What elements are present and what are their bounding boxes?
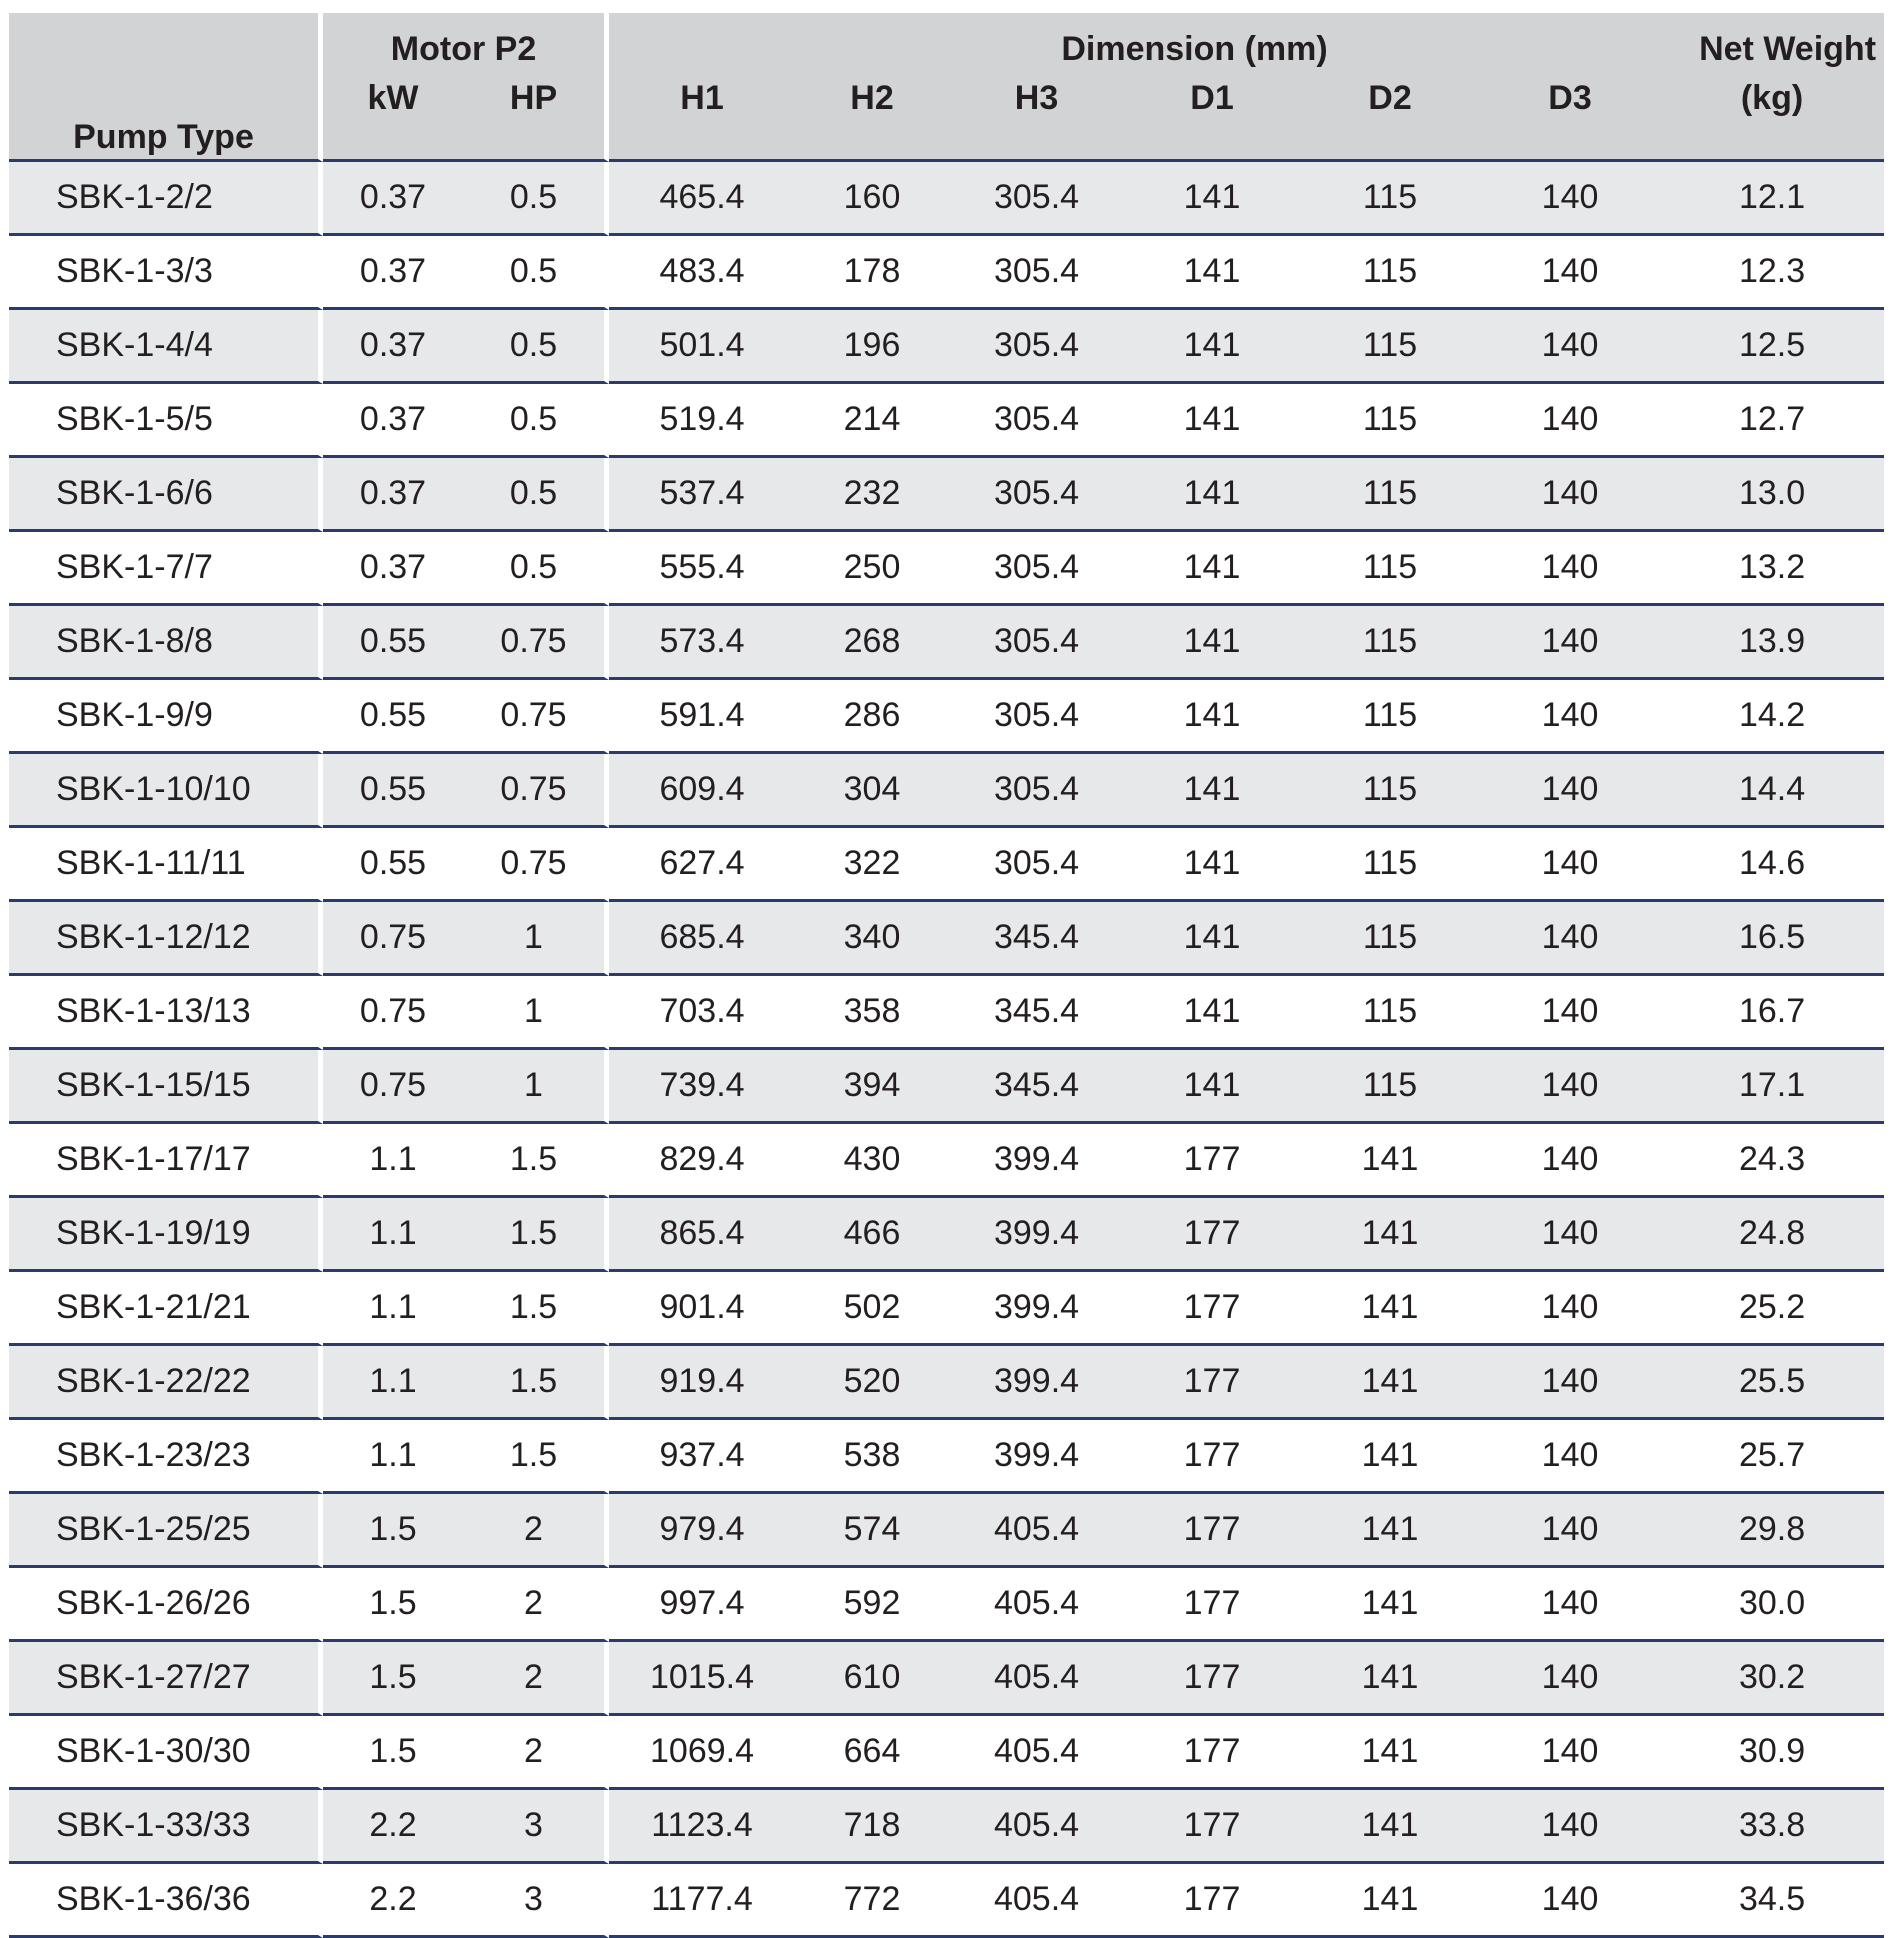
cell-pump-type: SBK-1-36/36 <box>9 1864 323 1938</box>
cell-kw: 2.2 <box>323 1790 463 1864</box>
cell-pump-type: SBK-1-19/19 <box>9 1198 323 1272</box>
cell-d2: 115 <box>1300 680 1480 754</box>
cell-net-weight: 25.7 <box>1660 1420 1884 1494</box>
cell-pump-type: SBK-1-6/6 <box>9 458 323 532</box>
cell-net-weight: 29.8 <box>1660 1494 1884 1568</box>
cell-hp: 1 <box>463 976 609 1050</box>
cell-kw: 1.5 <box>323 1568 463 1642</box>
pump-spec-table <box>9 13 1884 1938</box>
cell-pump-type: SBK-1-13/13 <box>9 976 323 1050</box>
cell-d3: 140 <box>1480 976 1660 1050</box>
table-row <box>9 1642 1884 1716</box>
header-d2: D2 <box>1300 71 1480 162</box>
header-motor-p2: Motor P2 <box>323 13 609 71</box>
cell-h1: 937.4 <box>609 1420 795 1494</box>
cell-h2: 304 <box>795 754 949 828</box>
cell-kw: 2.2 <box>323 1864 463 1938</box>
cell-d1: 177 <box>1124 1568 1300 1642</box>
cell-net-weight: 30.9 <box>1660 1716 1884 1790</box>
cell-h1: 1015.4 <box>609 1642 795 1716</box>
header-net-weight-unit: (kg) <box>1660 71 1884 162</box>
cell-d2: 115 <box>1300 310 1480 384</box>
cell-d1: 141 <box>1124 384 1300 458</box>
cell-h3: 399.4 <box>949 1198 1124 1272</box>
cell-h2: 610 <box>795 1642 949 1716</box>
cell-net-weight: 33.8 <box>1660 1790 1884 1864</box>
cell-kw: 0.55 <box>323 680 463 754</box>
header-net-weight: Net Weight <box>1660 13 1884 71</box>
cell-h1: 483.4 <box>609 236 795 310</box>
cell-pump-type: SBK-1-9/9 <box>9 680 323 754</box>
cell-pump-type: SBK-1-12/12 <box>9 902 323 976</box>
cell-hp: 1.5 <box>463 1346 609 1420</box>
cell-h1: 609.4 <box>609 754 795 828</box>
cell-hp: 2 <box>463 1494 609 1568</box>
cell-kw: 1.5 <box>323 1716 463 1790</box>
cell-h1: 1177.4 <box>609 1864 795 1938</box>
cell-h2: 466 <box>795 1198 949 1272</box>
cell-net-weight: 14.4 <box>1660 754 1884 828</box>
cell-h3: 345.4 <box>949 1050 1124 1124</box>
cell-hp: 3 <box>463 1790 609 1864</box>
cell-d3: 140 <box>1480 680 1660 754</box>
cell-net-weight: 12.7 <box>1660 384 1884 458</box>
header-h2: H2 <box>795 71 949 162</box>
cell-pump-type: SBK-1-3/3 <box>9 236 323 310</box>
cell-d2: 115 <box>1300 902 1480 976</box>
table-row <box>9 902 1884 976</box>
cell-h1: 519.4 <box>609 384 795 458</box>
cell-pump-type: SBK-1-30/30 <box>9 1716 323 1790</box>
cell-d3: 140 <box>1480 828 1660 902</box>
cell-net-weight: 13.9 <box>1660 606 1884 680</box>
cell-d1: 141 <box>1124 606 1300 680</box>
cell-hp: 0.5 <box>463 532 609 606</box>
header-pump-type: Pump Type <box>9 13 323 162</box>
cell-d2: 115 <box>1300 1050 1480 1124</box>
cell-h1: 865.4 <box>609 1198 795 1272</box>
cell-d3: 140 <box>1480 310 1660 384</box>
cell-pump-type: SBK-1-15/15 <box>9 1050 323 1124</box>
cell-d2: 115 <box>1300 828 1480 902</box>
cell-hp: 2 <box>463 1716 609 1790</box>
cell-net-weight: 16.7 <box>1660 976 1884 1050</box>
cell-d3: 140 <box>1480 1346 1660 1420</box>
cell-pump-type: SBK-1-22/22 <box>9 1346 323 1420</box>
cell-h3: 305.4 <box>949 680 1124 754</box>
cell-h1: 1069.4 <box>609 1716 795 1790</box>
cell-d2: 115 <box>1300 458 1480 532</box>
cell-pump-type: SBK-1-26/26 <box>9 1568 323 1642</box>
cell-pump-type: SBK-1-21/21 <box>9 1272 323 1346</box>
cell-kw: 1.5 <box>323 1642 463 1716</box>
cell-d2: 115 <box>1300 236 1480 310</box>
cell-kw: 1.5 <box>323 1494 463 1568</box>
cell-d1: 177 <box>1124 1864 1300 1938</box>
cell-h3: 399.4 <box>949 1124 1124 1198</box>
cell-d3: 140 <box>1480 532 1660 606</box>
cell-h2: 178 <box>795 236 949 310</box>
cell-h3: 305.4 <box>949 754 1124 828</box>
cell-h2: 520 <box>795 1346 949 1420</box>
table-row <box>9 1124 1884 1198</box>
table-row <box>9 976 1884 1050</box>
cell-hp: 0.5 <box>463 162 609 236</box>
cell-d1: 141 <box>1124 902 1300 976</box>
cell-d3: 140 <box>1480 1198 1660 1272</box>
cell-h2: 214 <box>795 384 949 458</box>
cell-net-weight: 17.1 <box>1660 1050 1884 1124</box>
cell-net-weight: 12.3 <box>1660 236 1884 310</box>
cell-d2: 115 <box>1300 606 1480 680</box>
cell-d3: 140 <box>1480 1864 1660 1938</box>
cell-h3: 399.4 <box>949 1420 1124 1494</box>
cell-h1: 703.4 <box>609 976 795 1050</box>
cell-pump-type: SBK-1-17/17 <box>9 1124 323 1198</box>
cell-kw: 0.37 <box>323 310 463 384</box>
cell-net-weight: 30.0 <box>1660 1568 1884 1642</box>
cell-d1: 141 <box>1124 310 1300 384</box>
cell-hp: 2 <box>463 1568 609 1642</box>
cell-h1: 739.4 <box>609 1050 795 1124</box>
cell-h1: 829.4 <box>609 1124 795 1198</box>
cell-d2: 141 <box>1300 1716 1480 1790</box>
header-hp: HP <box>463 71 609 162</box>
cell-net-weight: 16.5 <box>1660 902 1884 976</box>
table-row <box>9 1272 1884 1346</box>
cell-kw: 0.55 <box>323 606 463 680</box>
table-row <box>9 1864 1884 1938</box>
cell-d1: 141 <box>1124 162 1300 236</box>
cell-d3: 140 <box>1480 754 1660 828</box>
table-header <box>9 13 1884 162</box>
cell-h2: 664 <box>795 1716 949 1790</box>
cell-d2: 115 <box>1300 384 1480 458</box>
cell-kw: 0.75 <box>323 1050 463 1124</box>
cell-h3: 405.4 <box>949 1790 1124 1864</box>
cell-net-weight: 13.0 <box>1660 458 1884 532</box>
header-dimension: Dimension (mm) <box>609 13 1660 71</box>
cell-hp: 0.5 <box>463 384 609 458</box>
cell-kw: 0.37 <box>323 458 463 532</box>
cell-hp: 1 <box>463 902 609 976</box>
cell-h3: 405.4 <box>949 1716 1124 1790</box>
cell-kw: 1.1 <box>323 1272 463 1346</box>
cell-d1: 141 <box>1124 1050 1300 1124</box>
table-row <box>9 754 1884 828</box>
header-h1: H1 <box>609 71 795 162</box>
cell-h3: 305.4 <box>949 162 1124 236</box>
cell-pump-type: SBK-1-25/25 <box>9 1494 323 1568</box>
table-row <box>9 1568 1884 1642</box>
cell-h2: 268 <box>795 606 949 680</box>
cell-h3: 305.4 <box>949 606 1124 680</box>
cell-h3: 345.4 <box>949 976 1124 1050</box>
cell-h3: 399.4 <box>949 1346 1124 1420</box>
cell-hp: 3 <box>463 1864 609 1938</box>
cell-d1: 141 <box>1124 532 1300 606</box>
cell-pump-type: SBK-1-11/11 <box>9 828 323 902</box>
cell-d2: 141 <box>1300 1494 1480 1568</box>
cell-pump-type: SBK-1-10/10 <box>9 754 323 828</box>
cell-d3: 140 <box>1480 1272 1660 1346</box>
cell-d1: 141 <box>1124 754 1300 828</box>
cell-h3: 405.4 <box>949 1864 1124 1938</box>
cell-h2: 502 <box>795 1272 949 1346</box>
cell-d2: 141 <box>1300 1124 1480 1198</box>
cell-d2: 115 <box>1300 162 1480 236</box>
cell-h3: 405.4 <box>949 1494 1124 1568</box>
cell-d2: 141 <box>1300 1272 1480 1346</box>
table-row <box>9 236 1884 310</box>
cell-h3: 305.4 <box>949 458 1124 532</box>
header-d1: D1 <box>1124 71 1300 162</box>
cell-kw: 0.37 <box>323 532 463 606</box>
cell-h1: 919.4 <box>609 1346 795 1420</box>
cell-d2: 141 <box>1300 1420 1480 1494</box>
cell-d1: 177 <box>1124 1346 1300 1420</box>
cell-d1: 177 <box>1124 1790 1300 1864</box>
cell-h1: 997.4 <box>609 1568 795 1642</box>
table-row <box>9 458 1884 532</box>
cell-h2: 322 <box>795 828 949 902</box>
header-h3: H3 <box>949 71 1124 162</box>
cell-pump-type: SBK-1-4/4 <box>9 310 323 384</box>
cell-h2: 232 <box>795 458 949 532</box>
cell-kw: 0.37 <box>323 384 463 458</box>
cell-hp: 1.5 <box>463 1124 609 1198</box>
cell-d1: 141 <box>1124 680 1300 754</box>
cell-kw: 1.1 <box>323 1124 463 1198</box>
cell-d2: 115 <box>1300 754 1480 828</box>
table-row <box>9 1716 1884 1790</box>
cell-kw: 1.1 <box>323 1420 463 1494</box>
cell-hp: 1.5 <box>463 1420 609 1494</box>
cell-d1: 177 <box>1124 1642 1300 1716</box>
cell-kw: 1.1 <box>323 1346 463 1420</box>
cell-hp: 0.5 <box>463 310 609 384</box>
cell-h3: 305.4 <box>949 384 1124 458</box>
cell-h2: 160 <box>795 162 949 236</box>
cell-d3: 140 <box>1480 1494 1660 1568</box>
cell-d1: 141 <box>1124 458 1300 532</box>
cell-d2: 141 <box>1300 1568 1480 1642</box>
cell-h1: 685.4 <box>609 902 795 976</box>
cell-pump-type: SBK-1-23/23 <box>9 1420 323 1494</box>
cell-h3: 305.4 <box>949 310 1124 384</box>
cell-h3: 405.4 <box>949 1642 1124 1716</box>
cell-d3: 140 <box>1480 236 1660 310</box>
cell-d3: 140 <box>1480 1642 1660 1716</box>
cell-h2: 196 <box>795 310 949 384</box>
table-row <box>9 532 1884 606</box>
table-row <box>9 1494 1884 1568</box>
cell-hp: 0.5 <box>463 458 609 532</box>
cell-d3: 140 <box>1480 1568 1660 1642</box>
cell-hp: 1 <box>463 1050 609 1124</box>
cell-d2: 141 <box>1300 1346 1480 1420</box>
cell-d2: 141 <box>1300 1642 1480 1716</box>
table-row <box>9 828 1884 902</box>
cell-pump-type: SBK-1-2/2 <box>9 162 323 236</box>
cell-hp: 0.5 <box>463 236 609 310</box>
table-row <box>9 310 1884 384</box>
cell-d3: 140 <box>1480 458 1660 532</box>
cell-d1: 141 <box>1124 236 1300 310</box>
pump-spec-sheet <box>9 13 1884 1938</box>
cell-kw: 0.55 <box>323 828 463 902</box>
cell-h2: 430 <box>795 1124 949 1198</box>
cell-net-weight: 13.2 <box>1660 532 1884 606</box>
cell-d3: 140 <box>1480 902 1660 976</box>
header-kw: kW <box>323 71 463 162</box>
cell-d3: 140 <box>1480 606 1660 680</box>
cell-h2: 538 <box>795 1420 949 1494</box>
cell-d3: 140 <box>1480 1790 1660 1864</box>
cell-kw: 0.37 <box>323 236 463 310</box>
header-d3: D3 <box>1480 71 1660 162</box>
cell-d3: 140 <box>1480 1050 1660 1124</box>
cell-d3: 140 <box>1480 1716 1660 1790</box>
cell-net-weight: 24.3 <box>1660 1124 1884 1198</box>
cell-d1: 177 <box>1124 1716 1300 1790</box>
cell-d1: 177 <box>1124 1124 1300 1198</box>
cell-h1: 537.4 <box>609 458 795 532</box>
cell-pump-type: SBK-1-27/27 <box>9 1642 323 1716</box>
cell-net-weight: 25.5 <box>1660 1346 1884 1420</box>
cell-kw: 1.1 <box>323 1198 463 1272</box>
cell-net-weight: 12.1 <box>1660 162 1884 236</box>
cell-kw: 0.75 <box>323 902 463 976</box>
cell-h2: 286 <box>795 680 949 754</box>
table-row <box>9 1050 1884 1124</box>
cell-h1: 573.4 <box>609 606 795 680</box>
table-row <box>9 1790 1884 1864</box>
cell-d2: 115 <box>1300 976 1480 1050</box>
cell-h3: 399.4 <box>949 1272 1124 1346</box>
cell-d1: 141 <box>1124 828 1300 902</box>
cell-hp: 0.75 <box>463 606 609 680</box>
cell-net-weight: 34.5 <box>1660 1864 1884 1938</box>
cell-d3: 140 <box>1480 1124 1660 1198</box>
cell-h1: 465.4 <box>609 162 795 236</box>
cell-d1: 177 <box>1124 1272 1300 1346</box>
cell-h1: 591.4 <box>609 680 795 754</box>
cell-h2: 394 <box>795 1050 949 1124</box>
cell-h3: 305.4 <box>949 236 1124 310</box>
cell-h1: 901.4 <box>609 1272 795 1346</box>
table-body <box>9 162 1884 1938</box>
cell-d1: 177 <box>1124 1420 1300 1494</box>
cell-h2: 718 <box>795 1790 949 1864</box>
cell-d3: 140 <box>1480 162 1660 236</box>
cell-net-weight: 25.2 <box>1660 1272 1884 1346</box>
cell-h3: 305.4 <box>949 828 1124 902</box>
cell-pump-type: SBK-1-7/7 <box>9 532 323 606</box>
cell-h2: 340 <box>795 902 949 976</box>
cell-d1: 141 <box>1124 976 1300 1050</box>
cell-h3: 305.4 <box>949 532 1124 606</box>
table-row <box>9 1420 1884 1494</box>
cell-hp: 1.5 <box>463 1198 609 1272</box>
cell-d2: 115 <box>1300 532 1480 606</box>
cell-net-weight: 14.6 <box>1660 828 1884 902</box>
cell-hp: 0.75 <box>463 680 609 754</box>
cell-kw: 0.75 <box>323 976 463 1050</box>
cell-kw: 0.55 <box>323 754 463 828</box>
cell-h1: 501.4 <box>609 310 795 384</box>
cell-hp: 2 <box>463 1642 609 1716</box>
cell-h2: 358 <box>795 976 949 1050</box>
cell-h2: 592 <box>795 1568 949 1642</box>
cell-net-weight: 14.2 <box>1660 680 1884 754</box>
cell-d3: 140 <box>1480 384 1660 458</box>
table-row <box>9 1198 1884 1272</box>
cell-h1: 979.4 <box>609 1494 795 1568</box>
cell-d1: 177 <box>1124 1198 1300 1272</box>
cell-net-weight: 12.5 <box>1660 310 1884 384</box>
cell-d1: 177 <box>1124 1494 1300 1568</box>
cell-pump-type: SBK-1-8/8 <box>9 606 323 680</box>
cell-h3: 405.4 <box>949 1568 1124 1642</box>
cell-hp: 1.5 <box>463 1272 609 1346</box>
table-row <box>9 606 1884 680</box>
cell-d2: 141 <box>1300 1864 1480 1938</box>
cell-h3: 345.4 <box>949 902 1124 976</box>
cell-hp: 0.75 <box>463 828 609 902</box>
table-row <box>9 384 1884 458</box>
cell-h2: 574 <box>795 1494 949 1568</box>
cell-h2: 772 <box>795 1864 949 1938</box>
cell-d3: 140 <box>1480 1420 1660 1494</box>
cell-kw: 0.37 <box>323 162 463 236</box>
table-row <box>9 1346 1884 1420</box>
cell-net-weight: 24.8 <box>1660 1198 1884 1272</box>
cell-h1: 627.4 <box>609 828 795 902</box>
cell-d2: 141 <box>1300 1198 1480 1272</box>
cell-pump-type: SBK-1-5/5 <box>9 384 323 458</box>
cell-h1: 555.4 <box>609 532 795 606</box>
table-row <box>9 162 1884 236</box>
table-row <box>9 680 1884 754</box>
cell-hp: 0.75 <box>463 754 609 828</box>
cell-net-weight: 30.2 <box>1660 1642 1884 1716</box>
cell-h1: 1123.4 <box>609 1790 795 1864</box>
cell-h2: 250 <box>795 532 949 606</box>
cell-d2: 141 <box>1300 1790 1480 1864</box>
cell-pump-type: SBK-1-33/33 <box>9 1790 323 1864</box>
